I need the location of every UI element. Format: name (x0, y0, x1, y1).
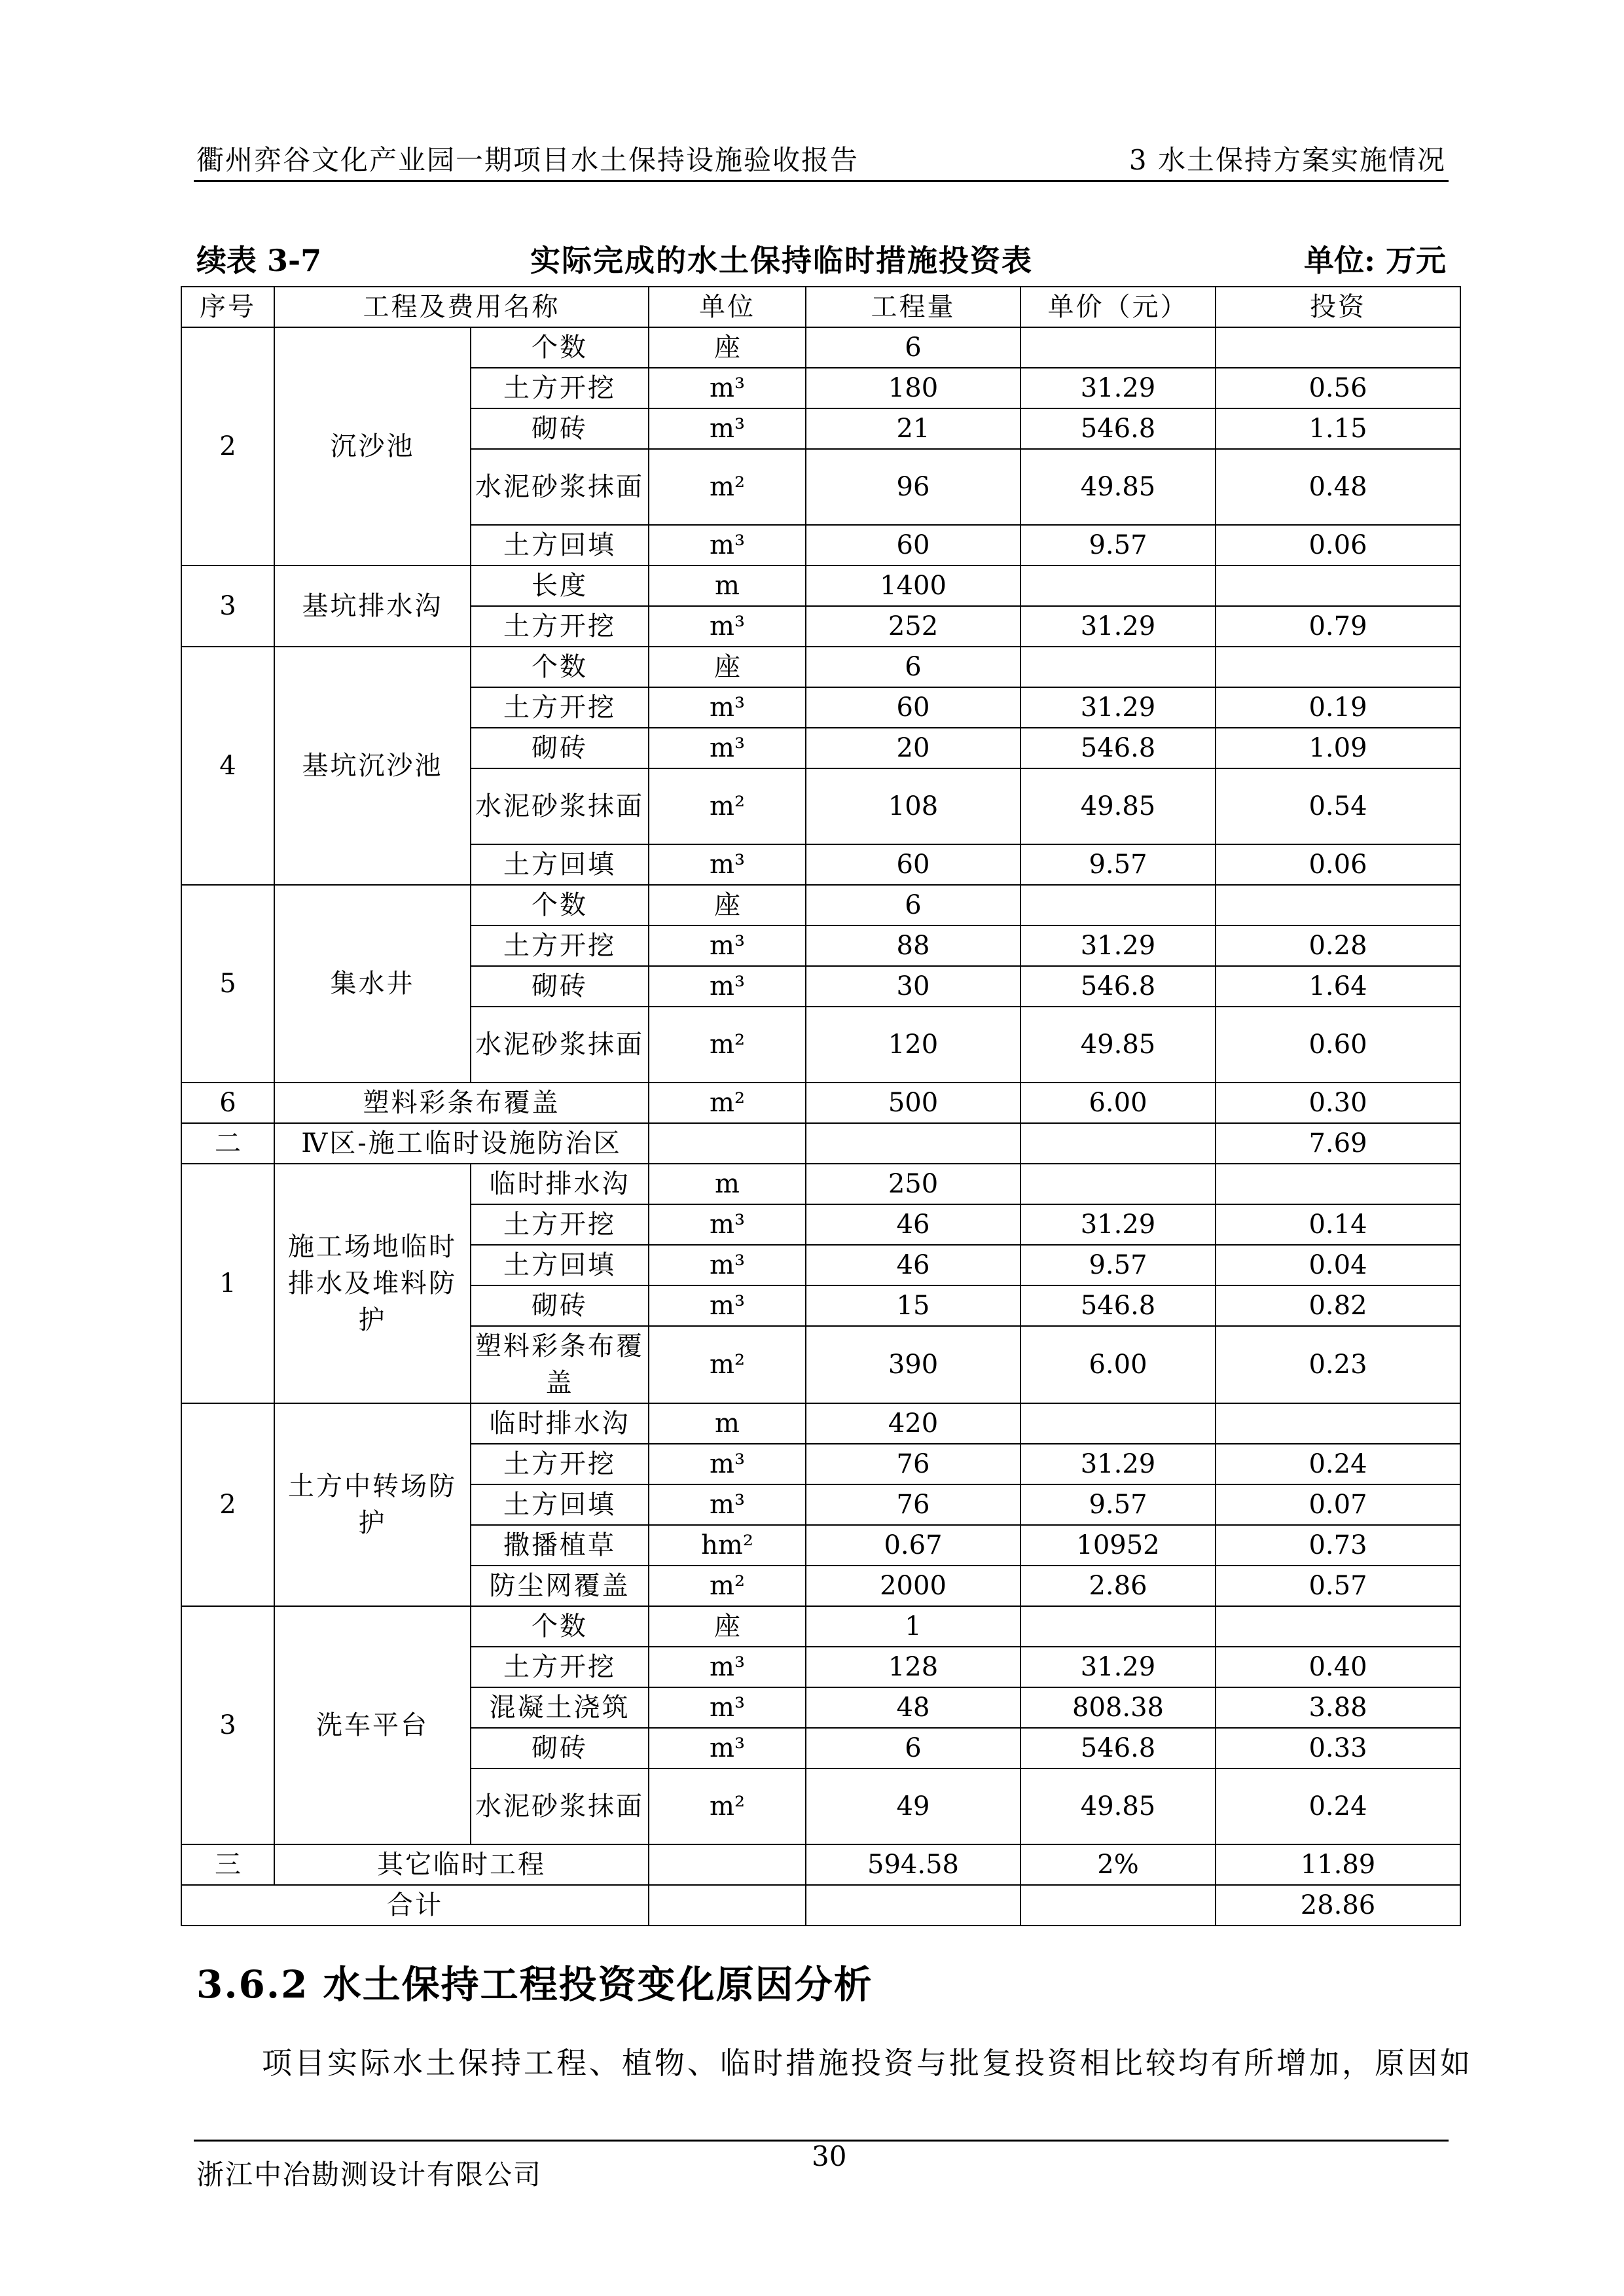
item-unit: m² (649, 1083, 806, 1123)
item-quantity: 60 (806, 687, 1020, 728)
body-paragraph: 项目实际水土保持工程、植物、临时措施投资与批复投资相比较均有所增加，原因如 (262, 2045, 1473, 2081)
item-name: 砌砖 (471, 728, 649, 768)
item-unit: m (649, 565, 806, 606)
item-investment (1216, 1164, 1460, 1204)
item-investment: 0.06 (1216, 844, 1460, 885)
item-investment: 0.48 (1216, 449, 1460, 525)
item-unit: m³ (649, 368, 806, 408)
section-name: 其它临时工程 (274, 1844, 649, 1885)
item-unit: m³ (649, 1204, 806, 1245)
group-number: 3 (181, 1606, 274, 1844)
item-quantity: 76 (806, 1444, 1020, 1484)
item-investment: 0.73 (1216, 1525, 1460, 1566)
item-unit: m³ (649, 844, 806, 885)
group-number: 1 (181, 1164, 274, 1403)
item-unit-price: 31.29 (1020, 606, 1216, 647)
group-name: 塑料彩条布覆盖 (274, 1083, 649, 1123)
item-unit-price: 9.57 (1020, 1245, 1216, 1285)
col-header-invest: 投资 (1216, 287, 1460, 327)
group-name: 基坑沉沙池 (274, 647, 471, 885)
item-unit-price: 2% (1020, 1844, 1216, 1885)
item-quantity: 30 (806, 966, 1020, 1007)
item-quantity: 2000 (806, 1566, 1020, 1606)
empty-cell (649, 1844, 806, 1885)
section-name: Ⅳ区-施工临时设施防治区 (274, 1123, 649, 1164)
item-unit-price: 808.38 (1020, 1687, 1216, 1728)
item-name: 砌砖 (471, 1285, 649, 1326)
item-investment (1216, 647, 1460, 687)
item-investment: 0.79 (1216, 606, 1460, 647)
table-row (181, 1844, 1460, 1885)
item-name: 长度 (471, 565, 649, 606)
item-name: 个数 (471, 327, 649, 368)
group-name: 土方中转场防护 (274, 1403, 471, 1606)
item-quantity: 21 (806, 408, 1020, 449)
group-number: 6 (181, 1083, 274, 1123)
item-unit-price (1020, 565, 1216, 606)
table-row (181, 1885, 1460, 1926)
item-quantity: 420 (806, 1403, 1020, 1444)
item-name: 水泥砂浆抹面 (471, 449, 649, 525)
item-unit: m² (649, 1326, 806, 1403)
item-name: 土方回填 (471, 525, 649, 565)
item-quantity: 96 (806, 449, 1020, 525)
item-quantity: 20 (806, 728, 1020, 768)
item-unit: m² (649, 449, 806, 525)
item-unit: m³ (649, 525, 806, 565)
item-name: 个数 (471, 647, 649, 687)
item-investment: 0.28 (1216, 925, 1460, 966)
item-unit: m³ (649, 606, 806, 647)
item-unit-price: 2.86 (1020, 1566, 1216, 1606)
item-name: 水泥砂浆抹面 (471, 1768, 649, 1844)
item-quantity: 0.67 (806, 1525, 1020, 1566)
item-unit-price: 31.29 (1020, 1444, 1216, 1484)
item-unit: m³ (649, 925, 806, 966)
item-investment: 0.82 (1216, 1285, 1460, 1326)
empty-cell (649, 1885, 806, 1926)
item-quantity: 120 (806, 1007, 1020, 1083)
item-unit: m² (649, 1768, 806, 1844)
item-name: 土方回填 (471, 844, 649, 885)
empty-cell (1020, 1123, 1216, 1164)
item-investment: 0.54 (1216, 768, 1460, 844)
item-name: 土方开挖 (471, 687, 649, 728)
table-row (181, 287, 1460, 327)
item-unit-price: 31.29 (1020, 1647, 1216, 1687)
item-quantity: 594.58 (806, 1844, 1020, 1885)
item-unit: 座 (649, 327, 806, 368)
investment-table (181, 286, 1461, 1926)
item-quantity: 252 (806, 606, 1020, 647)
item-name: 砌砖 (471, 408, 649, 449)
group-name: 基坑排水沟 (274, 565, 471, 647)
col-header-no: 序号 (181, 287, 274, 327)
item-quantity: 46 (806, 1245, 1020, 1285)
item-name: 个数 (471, 1606, 649, 1647)
item-unit-price: 6.00 (1020, 1083, 1216, 1123)
group-number: 5 (181, 885, 274, 1083)
table-row (181, 1403, 1460, 1444)
item-name: 撒播植草 (471, 1525, 649, 1566)
item-quantity: 128 (806, 1647, 1020, 1687)
item-name: 土方开挖 (471, 368, 649, 408)
item-quantity: 49 (806, 1768, 1020, 1844)
item-unit-price (1020, 1606, 1216, 1647)
empty-cell (649, 1123, 806, 1164)
item-investment: 0.04 (1216, 1245, 1460, 1285)
item-quantity: 6 (806, 647, 1020, 687)
item-unit-price: 49.85 (1020, 1768, 1216, 1844)
item-quantity: 60 (806, 525, 1020, 565)
item-name: 临时排水沟 (471, 1403, 649, 1444)
item-investment: 0.57 (1216, 1566, 1460, 1606)
item-name: 砌砖 (471, 1728, 649, 1768)
item-name: 防尘网覆盖 (471, 1566, 649, 1606)
item-unit-price: 31.29 (1020, 925, 1216, 966)
item-unit-price: 546.8 (1020, 1285, 1216, 1326)
item-investment: 0.60 (1216, 1007, 1460, 1083)
header-rule (194, 180, 1449, 182)
table-row (181, 885, 1460, 925)
item-name: 混凝土浇筑 (471, 1687, 649, 1728)
table-row (181, 565, 1460, 606)
item-investment: 0.56 (1216, 368, 1460, 408)
item-unit: m² (649, 1566, 806, 1606)
table-row (181, 1083, 1460, 1123)
item-investment: 0.24 (1216, 1444, 1460, 1484)
item-investment: 1.09 (1216, 728, 1460, 768)
item-quantity: 6 (806, 327, 1020, 368)
item-quantity: 46 (806, 1204, 1020, 1245)
group-name: 洗车平台 (274, 1606, 471, 1844)
item-unit-price: 9.57 (1020, 525, 1216, 565)
item-quantity: 15 (806, 1285, 1020, 1326)
item-unit: m³ (649, 1484, 806, 1525)
item-name: 砌砖 (471, 966, 649, 1007)
item-investment: 0.40 (1216, 1647, 1460, 1687)
table-row (181, 1164, 1460, 1204)
item-quantity: 76 (806, 1484, 1020, 1525)
item-quantity: 180 (806, 368, 1020, 408)
item-investment: 0.19 (1216, 687, 1460, 728)
item-unit-price: 9.57 (1020, 844, 1216, 885)
item-unit: m³ (649, 966, 806, 1007)
item-name: 土方回填 (471, 1484, 649, 1525)
item-quantity: 500 (806, 1083, 1020, 1123)
item-unit-price (1020, 1403, 1216, 1444)
group-number: 2 (181, 1403, 274, 1606)
table-caption-label: 续表 3-7 (196, 243, 322, 278)
section-investment: 7.69 (1216, 1123, 1460, 1164)
empty-cell (1020, 1885, 1216, 1926)
col-header-name: 工程及费用名称 (274, 287, 649, 327)
item-investment: 0.23 (1216, 1326, 1460, 1403)
item-unit: m (649, 1403, 806, 1444)
item-unit-price: 31.29 (1020, 368, 1216, 408)
item-name: 个数 (471, 885, 649, 925)
item-unit: m³ (649, 1687, 806, 1728)
item-investment: 0.30 (1216, 1083, 1460, 1123)
col-header-unit: 单位 (649, 287, 806, 327)
section-investment: 11.89 (1216, 1844, 1460, 1885)
item-name: 土方回填 (471, 1245, 649, 1285)
item-unit-price: 546.8 (1020, 728, 1216, 768)
item-name: 水泥砂浆抹面 (471, 1007, 649, 1083)
col-header-price: 单价（元） (1020, 287, 1216, 327)
item-investment: 0.07 (1216, 1484, 1460, 1525)
item-investment (1216, 1606, 1460, 1647)
item-quantity: 6 (806, 1728, 1020, 1768)
item-unit-price: 31.29 (1020, 687, 1216, 728)
item-name: 水泥砂浆抹面 (471, 768, 649, 844)
total-investment: 28.86 (1216, 1885, 1460, 1926)
empty-cell (806, 1885, 1020, 1926)
item-unit: 座 (649, 885, 806, 925)
item-name: 土方开挖 (471, 1444, 649, 1484)
item-name: 土方开挖 (471, 1204, 649, 1245)
group-name: 沉沙池 (274, 327, 471, 565)
item-investment: 3.88 (1216, 1687, 1460, 1728)
item-unit-price: 9.57 (1020, 1484, 1216, 1525)
col-header-qty: 工程量 (806, 287, 1020, 327)
header-title: 衢州弈谷文化产业园一期项目水土保持设施验收报告 (196, 144, 859, 176)
table-row (181, 327, 1460, 368)
footer-company: 浙江中冶勘测设计有限公司 (196, 2159, 543, 2191)
item-name: 土方开挖 (471, 1647, 649, 1687)
group-number: 2 (181, 327, 274, 565)
item-investment: 0.24 (1216, 1768, 1460, 1844)
item-quantity: 108 (806, 768, 1020, 844)
item-unit: m³ (649, 687, 806, 728)
item-investment: 0.06 (1216, 525, 1460, 565)
group-number: 4 (181, 647, 274, 885)
item-unit: m² (649, 1007, 806, 1083)
header-chapter: 3 水土保持方案实施情况 (1128, 144, 1446, 176)
item-investment: 1.64 (1216, 966, 1460, 1007)
item-quantity: 1400 (806, 565, 1020, 606)
item-name: 土方开挖 (471, 925, 649, 966)
item-investment: 0.14 (1216, 1204, 1460, 1245)
item-quantity: 88 (806, 925, 1020, 966)
group-name: 施工场地临时排水及堆料防护 (274, 1164, 471, 1403)
item-name: 塑料彩条布覆盖 (471, 1326, 649, 1403)
item-investment (1216, 885, 1460, 925)
item-unit: m³ (649, 1285, 806, 1326)
item-unit: m³ (649, 1647, 806, 1687)
item-unit: hm² (649, 1525, 806, 1566)
item-name: 临时排水沟 (471, 1164, 649, 1204)
item-unit: 座 (649, 647, 806, 687)
section-number: 二 (181, 1123, 274, 1164)
item-unit: m³ (649, 728, 806, 768)
empty-cell (806, 1123, 1020, 1164)
table-row (181, 647, 1460, 687)
item-investment: 0.33 (1216, 1728, 1460, 1768)
item-quantity: 48 (806, 1687, 1020, 1728)
item-unit: m³ (649, 1728, 806, 1768)
total-label: 合计 (181, 1885, 649, 1926)
table-row (181, 1606, 1460, 1647)
section-number: 三 (181, 1844, 274, 1885)
item-unit-price: 546.8 (1020, 1728, 1216, 1768)
item-unit-price: 49.85 (1020, 449, 1216, 525)
item-quantity: 6 (806, 885, 1020, 925)
item-investment (1216, 327, 1460, 368)
item-unit-price: 6.00 (1020, 1326, 1216, 1403)
item-unit-price (1020, 647, 1216, 687)
table-caption-title: 实际完成的水土保持临时措施投资表 (530, 243, 1033, 278)
item-unit: m² (649, 768, 806, 844)
section-heading: 3.6.2 水土保持工程投资变化原因分析 (196, 1962, 873, 2007)
item-unit: m³ (649, 408, 806, 449)
group-name: 集水井 (274, 885, 471, 1083)
item-unit-price: 49.85 (1020, 1007, 1216, 1083)
item-unit-price: 49.85 (1020, 768, 1216, 844)
item-quantity: 250 (806, 1164, 1020, 1204)
item-unit-price (1020, 885, 1216, 925)
item-unit: m³ (649, 1245, 806, 1285)
item-unit: 座 (649, 1606, 806, 1647)
item-unit: m (649, 1164, 806, 1204)
item-unit-price (1020, 327, 1216, 368)
item-unit-price: 546.8 (1020, 408, 1216, 449)
page-number: 30 (812, 2140, 847, 2172)
item-investment (1216, 1403, 1460, 1444)
item-quantity: 1 (806, 1606, 1020, 1647)
item-name: 土方开挖 (471, 606, 649, 647)
item-investment: 1.15 (1216, 408, 1460, 449)
item-unit-price (1020, 1164, 1216, 1204)
item-quantity: 60 (806, 844, 1020, 885)
item-quantity: 390 (806, 1326, 1020, 1403)
item-unit-price: 10952 (1020, 1525, 1216, 1566)
table-caption-unit: 单位: 万元 (1304, 243, 1446, 278)
group-number: 3 (181, 565, 274, 647)
item-unit-price: 31.29 (1020, 1204, 1216, 1245)
table-row (181, 1123, 1460, 1164)
item-investment (1216, 565, 1460, 606)
item-unit-price: 546.8 (1020, 966, 1216, 1007)
item-unit: m³ (649, 1444, 806, 1484)
